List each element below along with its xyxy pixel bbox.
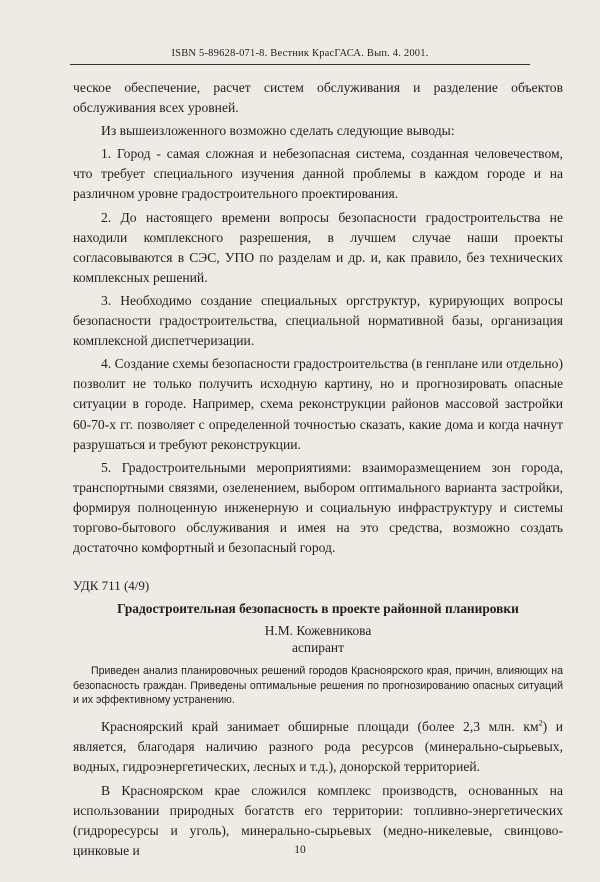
udc-code: УДК 711 (4/9)	[73, 578, 150, 593]
conclusions-intro: Из вышеизложенного возможно сделать следующие выводы:	[101, 123, 455, 139]
superscript: 2	[538, 717, 543, 727]
article-continuation	[73, 78, 563, 558]
paragraph-text: ) и является, благодаря наличию разного рода ресурсов (минерально-сырьевых, водных, гидроэнергетических, лесных и т.д.), донорской территорией.	[73, 718, 564, 774]
conclusion-2: 2. До настоящего времени вопросы безопасности градостроительства не находили комплексного разрешения, в лучшем случае наши проекты согласовываются в СЭС, УПО по разделам и др. и, как правило, без технических комплексных решений.	[73, 209, 563, 285]
conclusion-4: 4. Создание схемы безопасности градостроительства (в генплане или отдельно) позволит не только получить исходную картину, но и прогнозировать опасные ситуации в городе. Например, схема реконструкции районов массовой застройки 60-70-х гг. позволяет с определенной точностью сказать, какие дома и когда начнут разрушаться и требуют реконструкции.	[73, 356, 563, 452]
running-header: ISBN 5-89628-071-8. Вестник КрасГАСА. Вып. 4. 2001.	[171, 48, 429, 59]
conclusion-1: 1. Город - самая сложная и небезопасная система, созданная человечеством, что требует специального изучения данной проблемы в каждом городе и на различном уровне градостроительного проектирования.	[73, 146, 563, 202]
header-divider	[70, 64, 530, 65]
paragraph-continuation: ческое обеспечение, расчет систем обслуживания и разделение объектов обслуживания всех уровней.	[73, 80, 563, 116]
author-position: аспирант	[292, 640, 344, 655]
conclusion-5: 5. Градостроительными мероприятиями: взаиморазмещением зон города, транспортными связями, озеленением, выбором оптимального варианта застройки, формируя полноценную инженерную и социальную инфраструктуру и системы торгово-бытового обслуживания и имея на это средства, возможно создать достаточно комфортный и безопасный город.	[73, 459, 563, 556]
paragraph-text: Красноярский край занимает обширные площади (более 2,3 млн. км	[101, 718, 539, 734]
author-name: Н.М. Кожевникова	[264, 623, 372, 638]
article-title: Градостроительная безопасность в проекте районной планировки	[117, 601, 519, 616]
article-body	[73, 717, 563, 862]
conclusion-3: 3. Необходимо создание специальных оргструктур, курирующих вопросы безопасности градостроительства, специальной нормативной базы, организация комплексной диспетчеризации.	[73, 292, 563, 349]
article-paragraph-1	[73, 717, 563, 777]
article-abstract: Приведен анализ планировочных решений городов Красноярского края, причин, влияющих на безопасность граждан. Приведены оптимальные решения по прогнозированию опасных ситуаций и их эффективному устранению.	[73, 665, 563, 706]
article-paragraph-2: В Красноярском крае сложился комплекс производств, основанных на использовании природных богатств его территории: топливно-энергетических (гидроресурсы и уголь), минерально-сырьевых (медно-никелевые, свинцово-цинковые и	[73, 782, 563, 859]
new-article	[73, 578, 563, 861]
page-number: 10	[294, 844, 306, 856]
